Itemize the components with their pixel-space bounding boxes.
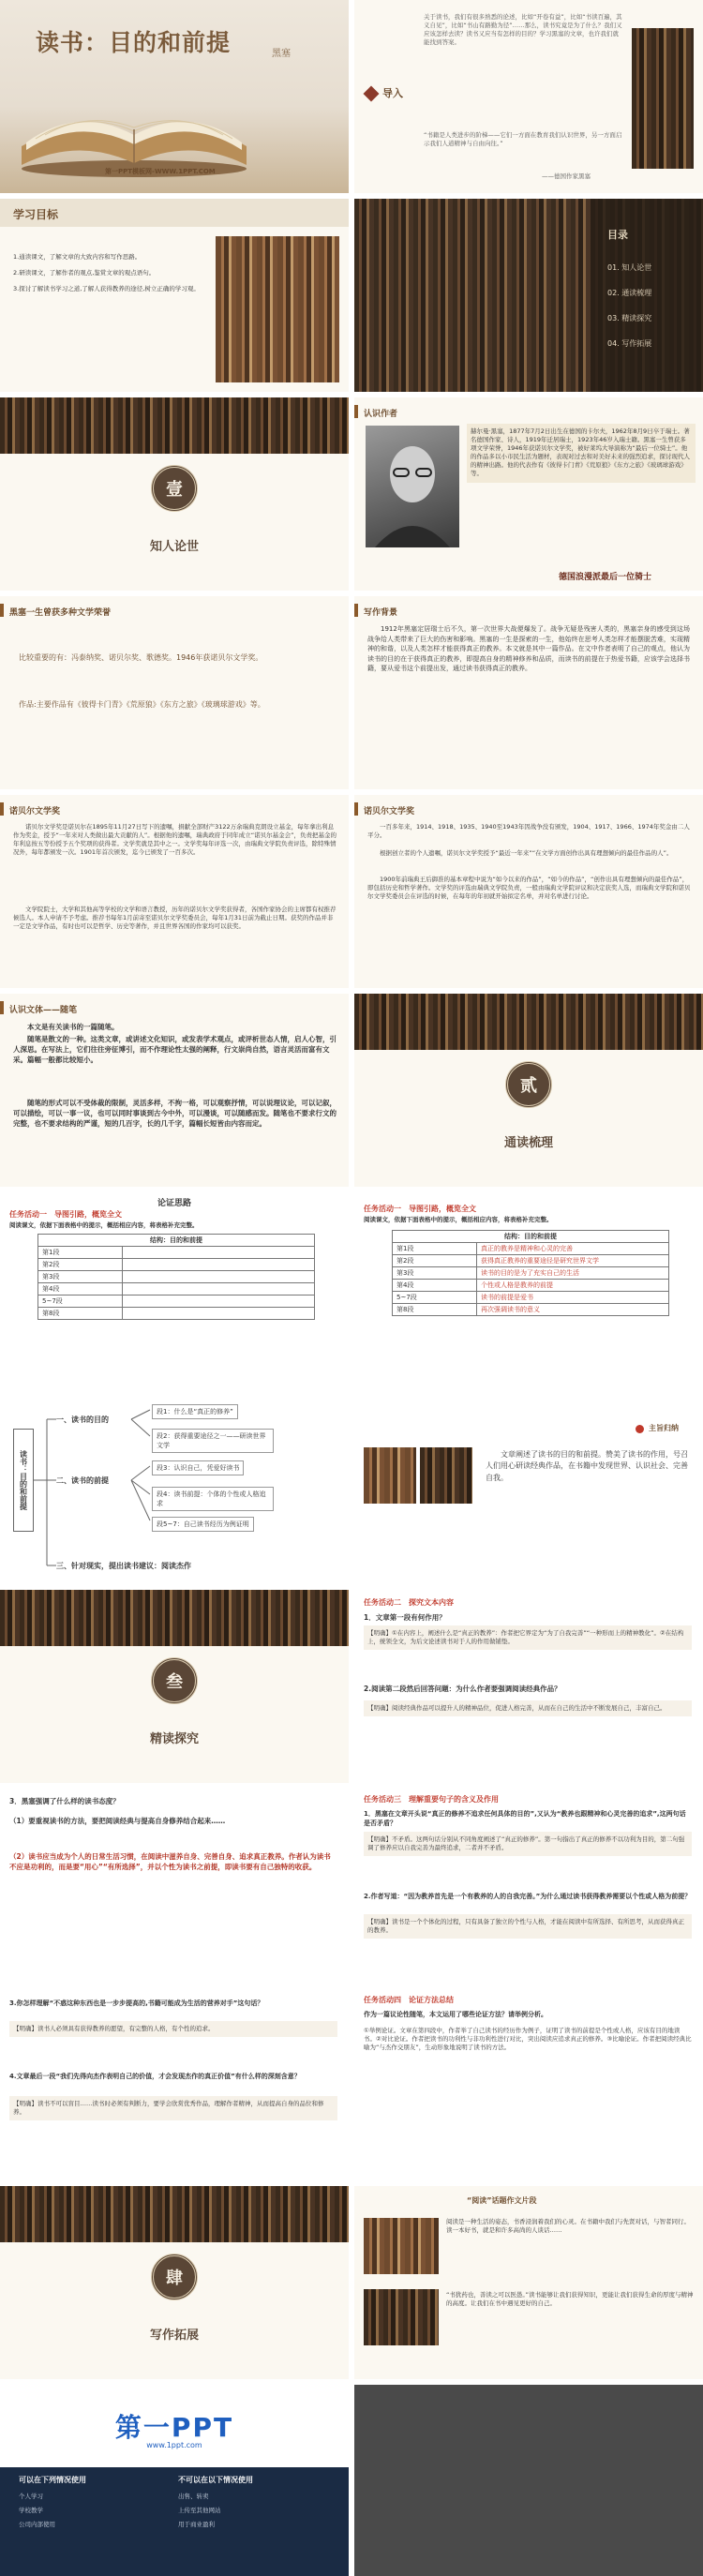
task-title: 任务活动四 论证方法总结	[364, 1996, 454, 2004]
question: 2.作者写道：“因为教养首先是一个有教养的人的自我完善。”为什么通过读书获得教养需要以个性或人格为前提？	[364, 1893, 692, 1900]
nobel-text: 一百多年来，1914、1918、1935、1940至1943年因战争没有颁发，1904、1917、1966、1974年奖金由二人平分。	[367, 823, 690, 840]
forbidden-title: 不可以在以下情况使用	[178, 2476, 253, 2484]
writing-text-2: “书犹药也，善读之可以医愚。”读书能够让我们获得知识，更能让我们获得生命的厚度与精神的高度。让我们在书中遇见更好的自己。	[446, 2291, 694, 2308]
answer-cell[interactable]	[123, 1308, 315, 1320]
mindmap-slide	[0, 1391, 349, 1584]
section-2-slide	[354, 994, 703, 1187]
background-slide	[354, 596, 703, 789]
section-label: 写作拓展	[149, 2328, 199, 2343]
toc-item[interactable]: 01. 知人论世	[607, 263, 652, 272]
structure-answer-slide	[354, 1192, 703, 1385]
header-bar	[0, 802, 4, 816]
table-row: 5~7段 读书的前提是爱书	[393, 1292, 669, 1304]
toc-title: 目录	[607, 229, 628, 241]
brand-logo: 第一PPT	[114, 2412, 234, 2443]
structure-table	[37, 1234, 315, 1320]
intro-slide	[354, 0, 703, 193]
nobel-text-2: 文学院院士，大学和其他高等学校的文学和语言教授，历年的诺贝尔文学奖获得者，各国作家协会的主席都有权推荐候选人。本人申请不予考虑。推荐书每年1月前寄至诺贝尔文学奖委员会，每年1月31日前为截止日期。获奖的作品并非一定是文学作品，有时也可以是哲学、历史等著作，并且世界各国的作家均可以获奖。	[13, 906, 337, 931]
genre-slide	[0, 994, 349, 1187]
license-slide	[0, 2385, 349, 2576]
author-portrait	[366, 426, 459, 547]
blank-slide	[354, 2385, 703, 2576]
theme-icon	[636, 1425, 644, 1433]
genre-text-2: 随笔是散文的一种。这类文章，或讲述文化知识，或发表学术观点，或评析世态人情，启人心智，引人深思。在写法上，它们往往旁征博引，而不作理论性太强的阐释，行文崇尚自然，语言灵活而富有文采。篇幅一般都比较短小。	[13, 1035, 337, 1064]
author-header: 认识作者	[364, 410, 398, 419]
bookshelf-image	[354, 994, 703, 1050]
nobel-slide-2	[354, 795, 703, 988]
task-title: 任务活动一 导图引路，概览全文	[364, 1205, 476, 1213]
table-row: 第1段	[38, 1247, 315, 1259]
list-item: 公司内部使用	[19, 2521, 55, 2528]
goals-title: 学习目标	[13, 208, 59, 221]
reading-photo	[364, 2289, 439, 2345]
question: 4.文章最后一段“我们先得向杰作表明自己的价值，才会发现杰作的真正价值”有什么样的深刻含意？	[9, 2073, 301, 2080]
cover-site-url: 第一PPT模板网-WWW.1PPT.COM	[105, 168, 216, 175]
analysis-slide-1	[354, 1590, 703, 1783]
table-row: 5~7段	[38, 1295, 315, 1308]
goals-list	[13, 253, 201, 293]
bookshelf-image	[632, 28, 694, 169]
section-4-slide	[0, 2186, 349, 2379]
author-slide	[354, 397, 703, 591]
bookshelf-image	[364, 1447, 416, 1504]
allowed-title: 可以在下列情况使用	[19, 2476, 86, 2484]
structure-table	[392, 1230, 669, 1316]
table-header: 结构：目的和前提	[38, 1235, 315, 1247]
toc-list	[607, 262, 651, 349]
answer: ①举例论证。文章在第四段中，作者举了自己读书的经历作为例子，证明了读书的前提是个性或人格，应该有目的地读书。②对比论证。作者把读书的功利性与非功利性进行对比，突出阅读应追求真正的修养。③比喻论证。作者把阅读经典比喻为“与杰作交朋友”，生动形象地说明了读书的方法。	[364, 2027, 692, 2052]
table-row: 第3段	[38, 1271, 315, 1283]
answer-cell[interactable]	[123, 1283, 315, 1295]
mindmap-box: 段2：获得重要途径之一——研读世界文学	[152, 1429, 274, 1453]
section-3-slide	[0, 1590, 349, 1783]
toc-item[interactable]: 02. 通读梳理	[607, 289, 652, 297]
forbidden-list	[178, 2492, 221, 2528]
cover-slide	[0, 0, 349, 193]
answer-cell[interactable]	[123, 1271, 315, 1283]
goal-item: 1.通读课文，了解文章的大致内容和写作思路。	[13, 253, 142, 261]
nobel-slide-1	[0, 795, 349, 988]
cover-author: 黑塞	[272, 49, 291, 59]
mindmap-root: 读书：目的和前提	[13, 1429, 34, 1532]
bookshelf-image	[420, 1447, 472, 1504]
answer: 【明确】①在内容上，阐述什么是“真正的教养”：作者把它界定为“为了自我完善”“一种形而上的精神教化”。②在结构上，统领全文，为后文论述读书对于人的作用做铺垫。	[364, 1625, 692, 1650]
header-bar	[354, 405, 358, 418]
bookshelf-image	[0, 397, 349, 454]
section-label: 精读探究	[149, 1731, 199, 1746]
goal-item: 3.探讨了解读书学习之道,了解人获得教养的途径,树立正确的学习观。	[13, 285, 200, 293]
bookshelf-image	[0, 2186, 349, 2242]
answer-cell[interactable]	[123, 1295, 315, 1308]
structure-slide	[0, 1192, 349, 1385]
table-row: 第3段 读书的目的是为了充实自己的生活	[393, 1267, 669, 1280]
awards-slide	[0, 596, 349, 789]
section-label: 知人论世	[149, 539, 199, 554]
answer: 【明确】读书不可以盲目……读书时必须有判断力，要学会欣赏优秀作品，理解作者精神，从而提高自身的品位和修养。	[9, 2096, 337, 2120]
section-seal: 肆	[151, 2254, 198, 2300]
theme-text: 文章阐述了读书的目的和前提。赞美了读书的作用，号召人们用心研读经典作品，在书籍中发现世界、认识社会、完善自我。	[486, 1450, 688, 1482]
intro-icon	[364, 86, 380, 102]
table-header: 结构：目的和前提	[393, 1231, 669, 1243]
analysis-slide-3	[354, 1789, 703, 1982]
header-bar	[354, 802, 358, 816]
list-item: 上传至其他网站	[178, 2507, 221, 2514]
background-header: 写作背景	[364, 608, 398, 618]
task-title: 任务活动一 导图引路，概览全文	[9, 1210, 122, 1219]
open-book-image	[17, 88, 251, 178]
section-seal: 叁	[151, 1657, 198, 1704]
toc-item[interactable]: 04. 写作拓展	[607, 339, 652, 348]
intro-label: 导入	[382, 87, 403, 99]
answer: （2）读书应当成为个人的日常生活习惯，在阅读中滋养自身、完善自身、追求真正教养。作者认为读书不应是功利的，而是要“用心”“有所选择”，并以个性为读书之前提，即读书要有自己独特的收获。	[9, 1852, 331, 1871]
intro-quote: “书籍是人类进步的阶梯——它们一方面在教育我们认识世界，另一方面启示我们人道精神与自由向往。”	[424, 131, 622, 148]
question: 3.你怎样理解“不惑这种东西也是一步步提高的,书籍可能成为生活的营养对手”这句话？	[9, 1999, 264, 2007]
goal-item: 2.研读课文，了解作者的观点,鉴赏文章的观点语句。	[13, 269, 156, 277]
awards-header: 黑塞一生曾获多种文学荣誉	[9, 608, 112, 618]
reading-photo	[364, 2218, 439, 2274]
list-item: 个人学习	[19, 2493, 43, 2500]
bookshelf-image	[0, 1590, 349, 1646]
question: 1．黑塞在文章开头说“真正的修养不追求任何具体的目的”,又认为“教养也跟精神和心灵完善的追求”,这两句话是否矛盾？	[364, 1810, 686, 1827]
table-row: 第2段 获得真正教养的重要途径是研究世界文学	[393, 1255, 669, 1267]
table-row: 第4段 个性或人格是教养的前提	[393, 1280, 669, 1292]
analysis-slide-4	[0, 1987, 349, 2180]
brand-site: www.1ppt.com	[146, 2441, 202, 2449]
question: 2.阅读第二段然后回答问题：为什么作者要强调阅读经典作品？	[364, 1685, 561, 1693]
theme-header: 主旨归纳	[649, 1424, 679, 1432]
mindmap-box: 段3：认识自己，凭爱好读书	[152, 1460, 244, 1475]
list-item: 学校教学	[19, 2507, 43, 2514]
mindmap-box: 段4：读书前提：个体的个性或人格追求	[152, 1487, 274, 1511]
question: 1．文章第一段有何作用？	[364, 1613, 446, 1622]
structure-title: 论证思路	[157, 1199, 191, 1208]
section-1-slide	[0, 397, 349, 591]
intro-quote-source: ——德国作家黑塞	[542, 172, 591, 180]
works-text: 作品:主要作品有《彼得卡门青》《荒原狼》《东方之旅》《玻璃球游戏》等。	[19, 700, 265, 709]
answer: 【明确】读书是一个个体化的过程，只有具备了独立的个性与人格，才能在阅读中有所选择、有所思考，从而获得真正的教养。	[364, 1914, 692, 1939]
table-row: 第1段 真正的教养是精神和心灵的完善	[393, 1243, 669, 1255]
mindmap-branch: 二、读书的前提	[56, 1476, 109, 1485]
genre-header: 认识文体——随笔	[9, 1006, 78, 1015]
answer: 【明确】读书人必须具有获得教养的愿望，有完整的人格，有个性的追求。	[9, 2021, 337, 2037]
bookshelf-image	[216, 236, 339, 382]
genre-text: 本文是有关读书的一篇随笔。	[27, 1023, 119, 1031]
background-text: 1912年黑塞定居瑞士后不久，第一次世界大战便爆发了。战争无疑是残害人类的，黑塞亲身的感受到这场战争给人类带来了巨大的伤害和影响。黑塞的一生是探索的一生，他始终在思考人类怎样才能摆脱苦难，实现精神的和谐，以及人类怎样才能获得真正的教养。本文就是其中一篇作品。在文中作者表明了自己的观点，他认为读书的目的在于获得真正的教养，即提高自身的精神修养和品质，而读书的前提在于热爱书籍，应该学会选择书籍，要从爱书这个前提出发，通过读书获得真正的教养。	[367, 625, 690, 672]
analysis-slide-2	[0, 1789, 349, 1982]
methods-slide	[354, 1987, 703, 2180]
toc-item[interactable]: 03. 精读探究	[607, 314, 652, 322]
awards-text: 比较重要的有：冯泰纳奖、诺贝尔奖、歌德奖。1946年获诺贝尔文学奖。	[19, 653, 263, 662]
genre-text-3: 随笔的形式可以不受体裁的限制，灵活多样，不拘一格，可以观察抒情，可以说理议论，可以记叙，可以描绘，可以一事一议，也可以同时事谈到古今中外，可以漫谈，可以随感而发。随笔也不要求行文的完整，也不要求结构的严谨，短的几百字，长的几千字，篇幅长短皆由内容而定。	[13, 1099, 337, 1128]
section-seal: 贰	[505, 1061, 552, 1108]
answer: （1）要重视读书的方法，要把阅读经典与提高自身修养结合起来……	[9, 1817, 226, 1825]
task-title: 任务活动三 理解重要句子的含义及作用	[364, 1795, 499, 1804]
mindmap-box: 段5~7：自己读书经历为例证明	[152, 1517, 254, 1532]
theme-slide	[354, 1391, 703, 1584]
section-label: 通读梳理	[503, 1135, 553, 1150]
header-bar	[0, 1001, 4, 1014]
mindmap-box: 段1：什么是“真正的修养”	[152, 1404, 238, 1419]
mindmap-branch: 三、针对现实，提出读书建议：阅读杰作	[56, 1562, 191, 1570]
author-bio: 赫尔曼·黑塞，1877年7月2日出生在德国的卡尔夫，1962年8月9日卒于瑞士。著名德国作家、诗人，1919年迁居瑞士，1923年46岁入瑞士籍。黑塞一生曾获多项文学荣誉，1946年获诺贝尔文学奖，被好莱坞大导演称为“最后一位骑士”。他的作品多以小市民生活为题材，表现对过去和对美好未来的强烈追求，探讨现代人的精神出路。他的代表作有《彼得卡门青》《荒原狼》《东方之旅》《玻璃球游戏》等。	[467, 424, 696, 483]
header-bar	[354, 604, 358, 617]
author-caption: 德国浪漫派最后一位骑士	[559, 573, 652, 582]
list-item: 用于商业盈利	[178, 2521, 215, 2528]
answer-cell[interactable]	[123, 1247, 315, 1259]
table-row: 第2段	[38, 1259, 315, 1271]
table-row: 第4段	[38, 1283, 315, 1295]
mindmap-branch: 一、读书的目的	[56, 1415, 109, 1424]
answer-cell[interactable]	[123, 1259, 315, 1271]
cover-title: 读书：目的和前提	[36, 29, 232, 56]
table-row: 第8段	[38, 1308, 315, 1320]
goals-slide	[0, 199, 349, 392]
question: 3．黑塞强调了什么样的读书态度？	[9, 1797, 120, 1805]
task-instruction: 阅读课文，依据下面表格中的提示，概括相应内容，将表格补充完整。	[364, 1216, 553, 1223]
table-row: 第8段 再次强调读书的意义	[393, 1304, 669, 1316]
nobel-text: 诺贝尔文学奖是诺贝尔在1895年11月27日写下的遗嘱，捐献全部财产3122万余瑞典克朗设立基金，每年拿出利息作为奖金，授予“一年来对人类做出最大贡献的人”。根据他的遗嘱，瑞典政府于同年成立“诺贝尔基金会”，负责把基金的年利息按五等份授予五个奖项的获得者。文学奖就是其中之一。文学奖每年评选一次，由瑞典文学院负责评选，除特殊情况外，每年都颁发一次。1901年首次颁发，迄今已颁发了一百多次。	[13, 823, 337, 857]
nobel-text-3: 1900年前瑞典王后御准的基本章程中说为“如今以来的作品”，“如今的作品”，“创作出具有理想倾向的最佳作品”，即包括历史和哲学著作。文学奖的评选由瑞典文学院负责，一般由瑞典文学院评议和决定获奖人选，而瑞典文学院和诺贝尔文学奖委员会在评选的时候，在每年的年初就开始拟定名单，并对名单进行讨论。	[367, 876, 691, 901]
list-item: 出售、转卖	[178, 2493, 209, 2500]
writing-slide	[354, 2186, 703, 2379]
task-instruction: 阅读课文，依据下面表格中的提示，概括相应内容，将表格补充完整。	[9, 1221, 199, 1229]
nobel-text-2: 根据创立者的个人遗嘱，诺贝尔文学奖授予“最近一年来”“在文学方面创作出具有理想倾向的最佳作品的人”。	[380, 849, 673, 857]
section-seal: 壹	[151, 465, 198, 512]
writing-title: “阅读”话题作文片段	[467, 2196, 537, 2205]
writing-text: 阅读是一种生活的姿态，书香浸润着我们的心灵。在书籍中我们与先贤对话，与智者同行。读一本好书，就是和许多高尚的人谈话……	[446, 2218, 690, 2235]
toc-slide	[354, 199, 703, 392]
intro-text: 关于读书，我们有很多熟悉的论述，比如“开卷有益”，比如“书读百遍，其义自见”，比如“书山有路勤为径”……那么，读书究竟是为了什么？我们又应该怎样去读？读书又应当有怎样的目的？学习黑塞的文章，也许我们就能找到答案。	[424, 13, 622, 47]
header-bar	[0, 604, 4, 617]
question: 作为一篇议论性随笔，本文运用了哪些论证方法？请举例分析。	[364, 2011, 547, 2018]
nobel-header: 诺贝尔文学奖	[364, 807, 415, 816]
allowed-list	[19, 2492, 55, 2528]
answer: 【明确】不矛盾。这两句话分别从不同角度阐述了“真正的修养”。第一句指出了真正的修养不以功利为目的，第二句强调了修养应以自我完善为最终追求，二者并不矛盾。	[364, 1832, 692, 1856]
nobel-header: 诺贝尔文学奖	[9, 807, 61, 816]
answer: 【明确】阅读经典作品可以提升人的精神品位，促进人格完善，从而在自己的生活中不断发展自己，丰富自己。	[364, 1700, 692, 1716]
task-title: 任务活动二 探究文本内容	[364, 1598, 454, 1607]
